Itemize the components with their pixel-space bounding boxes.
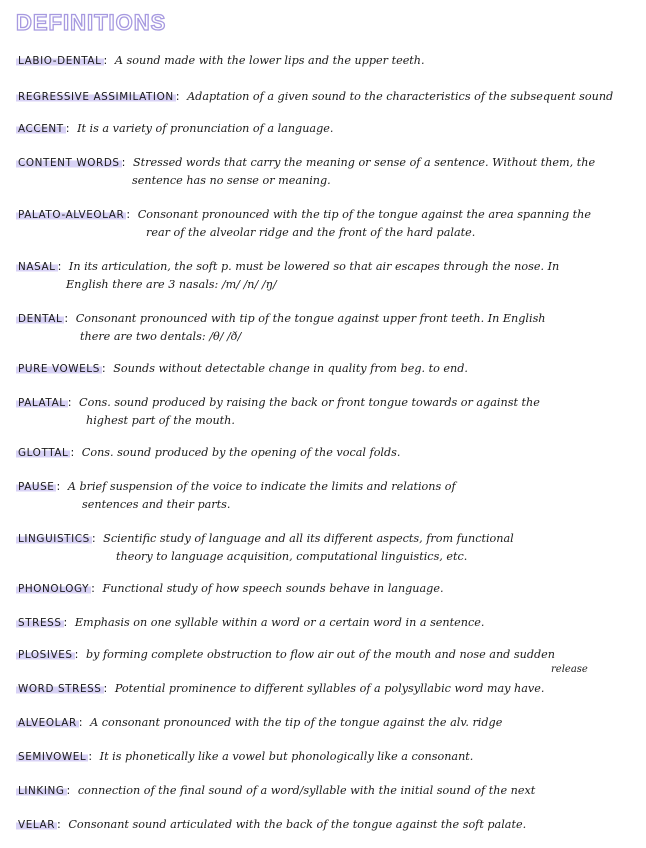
term: SEMIVOWEL <box>18 751 87 763</box>
definition-text: Emphasis on one syllable within a word or a certain word in a sentence. <box>74 616 485 629</box>
term: VELAR <box>18 819 56 831</box>
definition-text: Cons. sound produced by the opening of the vocal folds. <box>81 446 401 459</box>
colon: : <box>175 90 180 103</box>
definition-text: by forming complete obstruction to flow air out of the mouth and nose and sudden <box>85 648 555 661</box>
definition-text: Consonant sound articulated with the back of the tongue against the soft palate. <box>68 818 527 831</box>
definition-word-stress <box>16 680 636 698</box>
term: REGRESSIVE ASSIMILATION <box>18 91 174 103</box>
term: LINKING <box>18 785 65 797</box>
colon: : <box>103 682 108 695</box>
definition-text: A brief suspension of the voice to indicate the limits and relations of <box>67 480 456 493</box>
definition-labio-dental <box>16 52 636 70</box>
definition-phonology <box>16 580 636 598</box>
definition-text: Stressed words that carry the meaning or sense of a sentence. Without them, the <box>132 156 596 169</box>
definition-text-cont: there are two dentals: /θ/ /ð/ <box>80 330 242 343</box>
definition-plosives <box>16 646 636 676</box>
definition-glottal <box>16 444 636 462</box>
term: PAUSE <box>18 481 55 493</box>
definition-text-cont: sentences and their parts. <box>82 498 231 511</box>
term: PALATO-ALVEOLAR <box>18 209 125 221</box>
colon: : <box>101 362 106 375</box>
colon: : <box>56 480 61 493</box>
colon: : <box>121 156 126 169</box>
colon: : <box>65 122 70 135</box>
term: NASAL <box>18 261 56 273</box>
definition-alveolar <box>16 714 636 732</box>
term: DENTAL <box>18 313 63 325</box>
term: PHONOLOGY <box>18 583 90 595</box>
definition-text: A consonant pronounced with the tip of the tongue against the alv. ridge <box>90 716 503 729</box>
colon: : <box>64 312 69 325</box>
definition-text-cont: English there are 3 nasals: /m/ /n/ /ŋ/ <box>66 278 277 291</box>
colon: : <box>88 750 93 763</box>
definition-text: A sound made with the lower lips and the upper teeth. <box>114 54 425 67</box>
definition-text: connection of the final sound of a word/syllable with the initial sound of the next <box>77 784 536 797</box>
definition-stress <box>16 614 636 632</box>
definition-semivowel <box>16 748 636 766</box>
definition-text: It is phonetically like a vowel but phonologically like a consonant. <box>99 750 474 763</box>
definition-content-words <box>16 154 636 190</box>
term: PALATAL <box>18 397 66 409</box>
term: CONTENT WORDS <box>18 157 120 169</box>
definition-text: It is a variety of pronunciation of a language. <box>77 122 334 135</box>
term: LABIO-DENTAL <box>18 55 102 67</box>
colon: : <box>91 582 95 595</box>
definition-text: Adaptation of a given sound to the characteristics of the subsequent sound <box>187 90 614 103</box>
definition-regressive-assimilation <box>16 88 636 106</box>
definition-pure-vowels <box>16 360 636 378</box>
definition-palato-alveolar <box>16 206 636 242</box>
colon: : <box>103 54 108 67</box>
definition-pause <box>16 478 636 514</box>
definition-velar <box>16 816 636 834</box>
definition-text-cont: theory to language acquisition, computational linguistics, etc. <box>116 550 468 563</box>
colon: : <box>57 260 62 273</box>
term: LINGUISTICS <box>18 533 90 545</box>
term: PLOSIVES <box>18 649 73 661</box>
definition-palatal <box>16 394 636 430</box>
colon: : <box>78 716 83 729</box>
term: WORD STRESS <box>18 683 102 695</box>
colon: : <box>91 532 96 545</box>
definition-linguistics <box>16 530 636 566</box>
term: ALVEOLAR <box>18 717 77 729</box>
definition-accent <box>16 120 636 138</box>
colon: : <box>74 648 79 661</box>
definition-text-cont: sentence has no sense or meaning. <box>132 174 331 187</box>
definition-linking <box>16 782 636 800</box>
definition-text: Sounds without detectable change in quality from beg. to end. <box>113 362 468 375</box>
definition-text-cont: highest part of the mouth. <box>86 414 235 427</box>
definition-text: Potential prominence to different syllables of a polysyllabic word may have. <box>114 682 545 695</box>
colon: : <box>66 784 71 797</box>
definition-text: In its articulation, the soft p. must be lowered so that air escapes through the nose. In <box>68 260 560 273</box>
colon: : <box>126 208 131 221</box>
colon: : <box>70 446 75 459</box>
colon: : <box>57 818 61 831</box>
definition-text-cont: rear of the alveolar ridge and the front of the hard palate. <box>146 226 476 239</box>
term: ACCENT <box>18 123 64 135</box>
definition-text: Consonant pronounced with tip of the tongue against upper front teeth. In English <box>75 312 546 325</box>
definition-text: Cons. sound produced by raising the back or front tongue towards or against the <box>79 396 540 409</box>
page-title: DEFINITIONS <box>16 10 167 35</box>
definition-text-cont: release <box>551 664 588 675</box>
colon: : <box>63 616 68 629</box>
colon: : <box>67 396 72 409</box>
term: STRESS <box>18 617 62 629</box>
definition-text: Consonant pronounced with the tip of the tongue against the area spanning the <box>137 208 591 221</box>
term: PURE VOWELS <box>18 363 100 375</box>
definition-text: Functional study of how speech sounds behave in language. <box>102 582 444 595</box>
term: GLOTTAL <box>18 447 69 459</box>
definition-text: Scientific study of language and all its different aspects, from functional <box>103 532 514 545</box>
definition-nasal <box>16 258 636 294</box>
definition-dental <box>16 310 636 346</box>
